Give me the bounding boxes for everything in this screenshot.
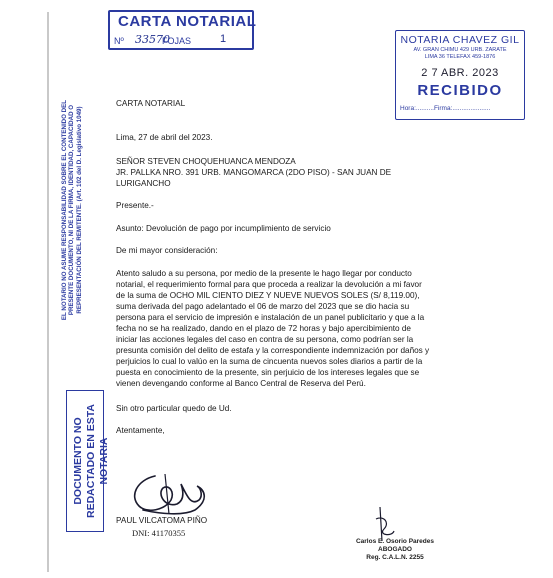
notaria-address (396, 47, 524, 61)
notaria-address-2: LIMA 36 TELEFAX 459-1876 (424, 54, 496, 60)
recipient-address-1: JR. PALLKA NRO. 391 URB. MANGOMARCA (2DO PISO) - SAN JUAN DE (116, 168, 392, 177)
stamp-no-label: Nº (114, 36, 124, 46)
signer-dni: DNI: 41170355 (132, 528, 186, 538)
received-label: RECIBIDO (417, 82, 503, 99)
recipient-address-2: LURIGANCHO (116, 179, 171, 188)
not-drafted-stamp: DOCUMENTO NO REDACTADO EN ESTA NOTARIA (66, 390, 104, 532)
body-paragraph (116, 268, 496, 389)
body-line: persona para el servicio de impresión e instalación de un panel publicitario y que a la (116, 313, 425, 322)
asunto: Asunto: Devolución de pago por incumplimiento de servicio (116, 224, 331, 233)
body-line: de la suma de OCHO MIL CIENTO DIEZ Y NUEVE NUEVOS SOLES (S/ 8,119.00), (116, 291, 420, 300)
recipient-name: SEÑOR STEVEN CHOQUEHUANCA MENDOZA (116, 157, 296, 166)
signature-scribble (125, 470, 220, 518)
carta-notarial-stamp (108, 10, 257, 50)
notaria-name: NOTARIA CHAVEZ GIL (400, 34, 520, 46)
hora-firma: Hora:..........Firma:..................... (400, 105, 491, 112)
received-date: 2 7 ABR. 2023 (421, 67, 499, 79)
notaria-address-1: AV. GRAN CHIMU 429 URB. ZARATE (413, 47, 507, 53)
page-edge (47, 12, 49, 572)
stamp-fojas-label: FOJAS (162, 36, 192, 46)
body-line: iniciar las acciones legales del caso en contra de su persona, como podrían ser la (116, 335, 414, 344)
body-line: Atento saludo a su persona, por medio de la presente le hago llegar por conducto (116, 269, 412, 278)
body-line: vienen devengando conforme al Banco Central de Reserva del Perú. (116, 379, 366, 388)
body-line: fecha no se ha realizado, dando en el plazo de 72 horas y bajo apercibimiento de (116, 324, 411, 333)
side-disclaimer: EL NOTARIO NO ASUME RESPONSABILIDAD SOBRE EL CONTENIDO DEL PRESENTE DOCUMENTO, NI DE LA FIRMA, IDENTIDAD, CAPACIDAD O REPRESENTACIÓN DEL REMITENTE. (Art. 102 del D. Legislativo 1049) (61, 99, 83, 321)
lawyer-reg: Reg. C.A.L.N. 2255 (366, 554, 424, 561)
greeting: De mi mayor consideración: (116, 246, 218, 255)
body-line: puesta en conocimiento de la presente, sin perjuicio de los intereses legales que se (116, 368, 420, 377)
body-line: suma derivada del pago adelantado el 06 de marzo del 2023 que se dio hacia su (116, 302, 410, 311)
stamp-no-value: 33570 (135, 33, 170, 46)
closing-line: Sin otro particular quedo de Ud. (116, 404, 232, 413)
letter-date: Lima, 27 de abril del 2023. (116, 133, 213, 142)
signer-name: PAUL VILCATOMA PIÑO (116, 516, 208, 525)
body-line: presunta comisión del delito de estafa y la correspondiente indemnización por daños y (116, 346, 430, 355)
lawyer-title: ABOGADO (378, 546, 412, 553)
sign-off: Atentamente, (116, 426, 165, 435)
notaria-received-stamp (395, 30, 525, 120)
stamp-title: CARTA NOTARIAL (118, 13, 257, 30)
presente: Presente.- (116, 201, 154, 210)
stamp-fojas-value: 1 (220, 33, 227, 45)
lawyer-name: Carlos E. Osorio Paredes (355, 538, 435, 545)
body-line: perjuicios lo cual lo valúo en la suma de cincuenta nuevos soles diarios a partir de la (116, 357, 423, 366)
letter-heading: CARTA NOTARIAL (116, 99, 186, 108)
lawyer-stamp (345, 538, 445, 562)
body-line: notarial, el requerimiento formal para que proceda a realizar la devolución a mi favor (116, 280, 422, 289)
